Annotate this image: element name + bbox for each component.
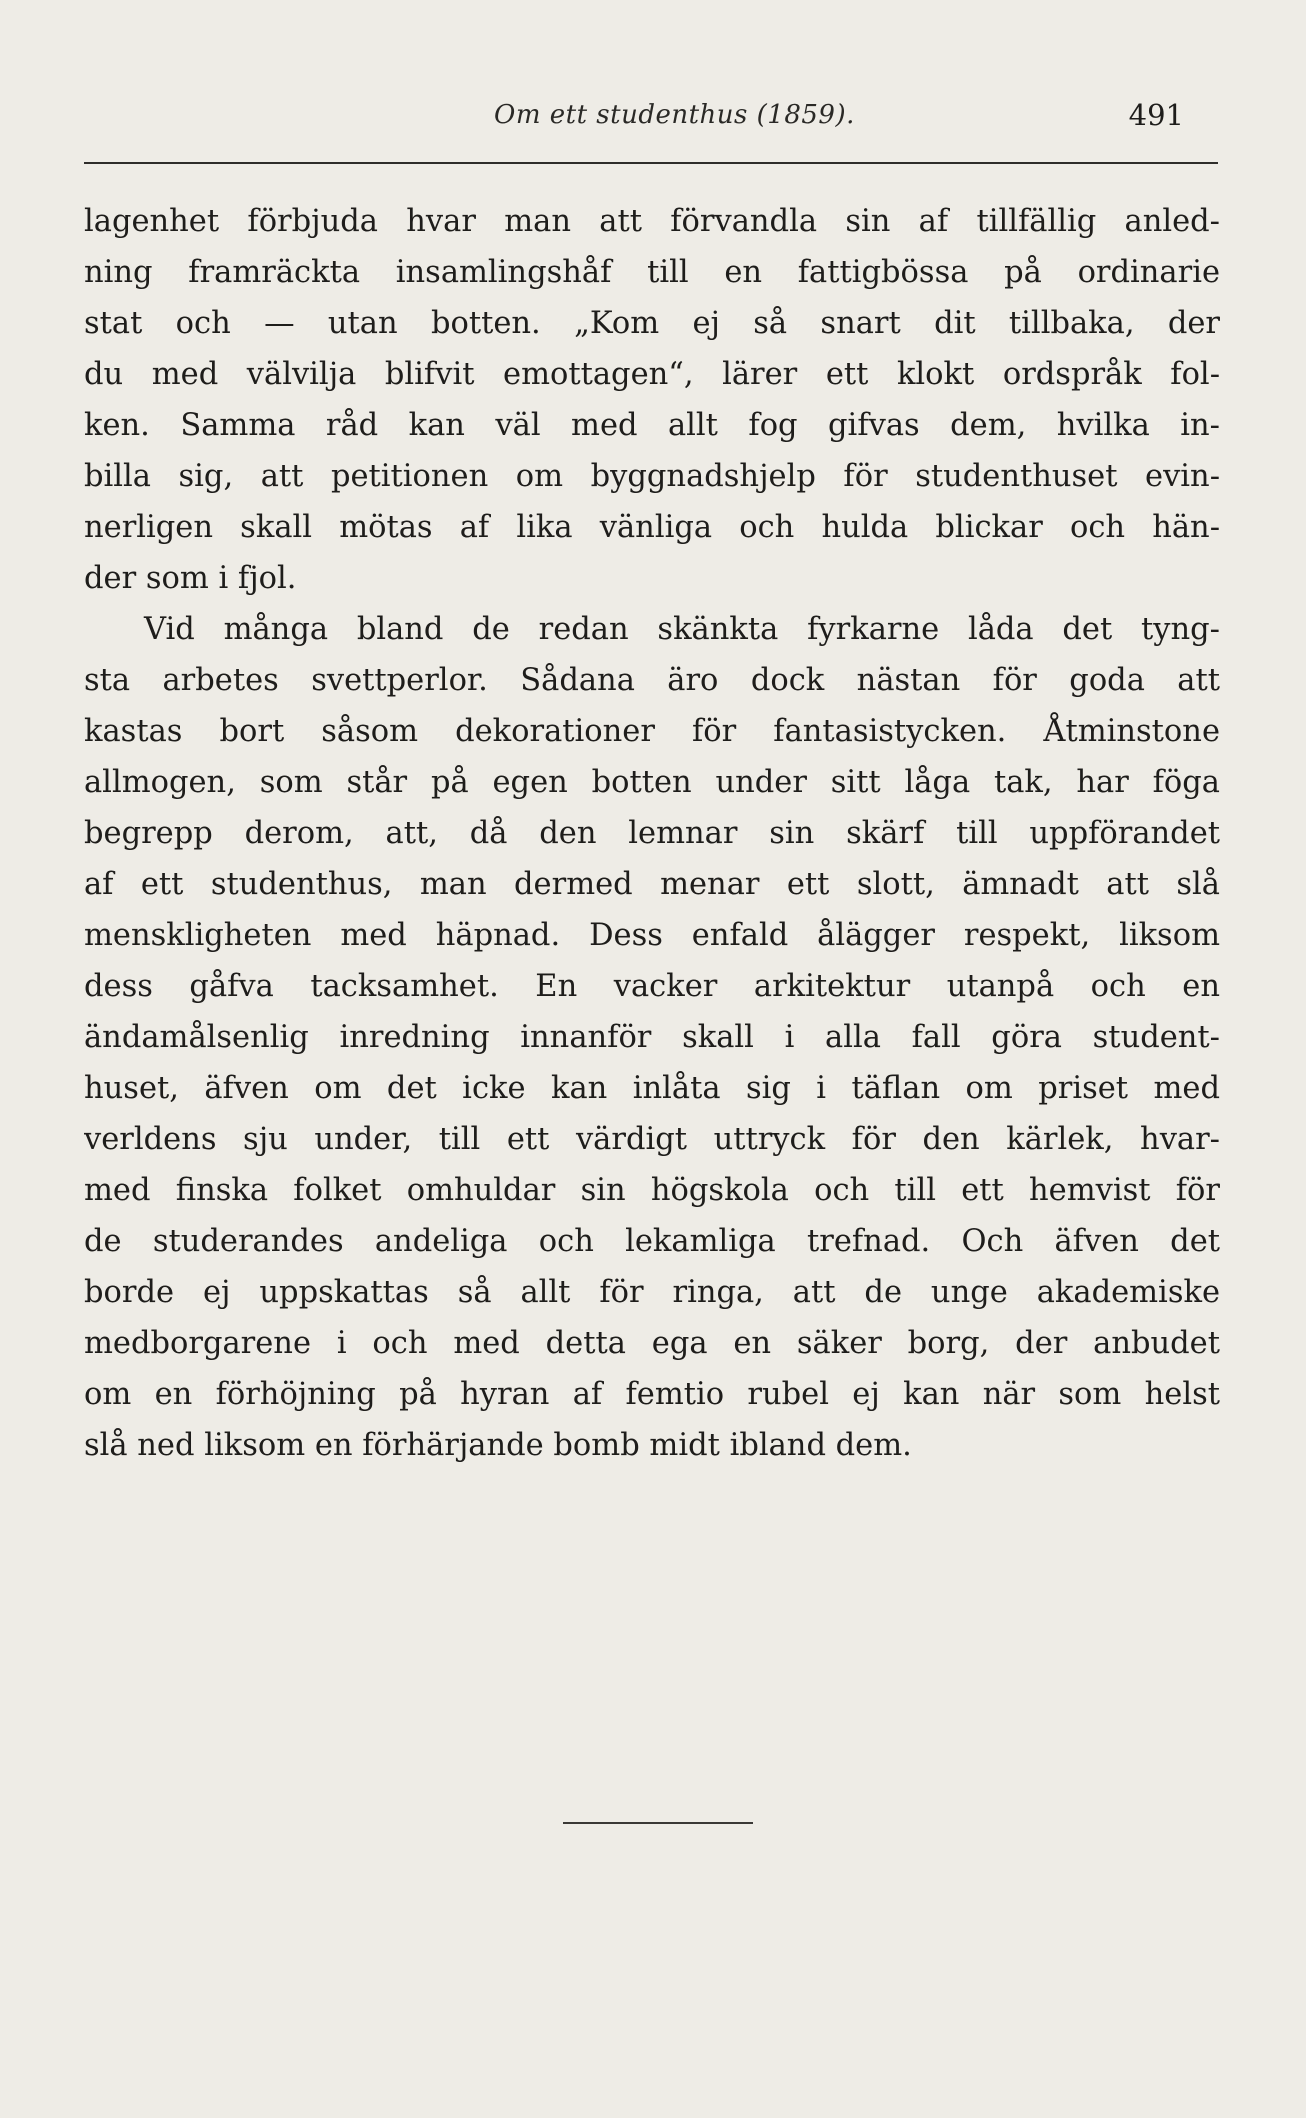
header-rule <box>84 162 1218 164</box>
text-line: ändamålsenlig inredning innanför skall i alla fall göra student- <box>84 1020 1220 1055</box>
text-line: af ett studenthus, man dermed menar ett slott, ämnadt att slå <box>84 867 1220 902</box>
text-line: ken. Samma råd kan väl med allt fog gifvas dem, hvilka in- <box>84 408 1220 443</box>
text-line: menskligheten med häpnad. Dess enfald ålägger respekt, liksom <box>84 918 1220 953</box>
text-line: medborgarene i och med detta ega en säker borg, der anbudet <box>84 1326 1220 1361</box>
text-line: allmogen, som står på egen botten under sitt låga tak, har föga <box>84 765 1220 800</box>
text-line: begrepp derom, att, då den lemnar sin skärf till uppförandet <box>84 816 1220 851</box>
section-divider <box>563 1822 753 1824</box>
text-line: der som i fjol. <box>84 561 297 596</box>
body-text <box>84 196 1220 1471</box>
text-line: de studerandes andeliga och lekamliga trefnad. Och äfven det <box>84 1224 1220 1259</box>
text-line: verldens sju under, till ett värdigt uttryck för den kärlek, hvar- <box>84 1122 1220 1157</box>
text-line: huset, äfven om det icke kan inlåta sig i täflan om priset med <box>84 1071 1220 1106</box>
text-line: med finska folket omhuldar sin högskola och till ett hemvist för <box>84 1173 1220 1208</box>
text-line: om en förhöjning på hyran af femtio rubel ej kan när som helst <box>84 1377 1220 1412</box>
text-line: dess gåfva tacksamhet. En vacker arkitektur utanpå och en <box>84 969 1220 1004</box>
text-line: billa sig, att petitionen om byggnadshjelp för studenthuset evin- <box>84 459 1220 494</box>
text-line: nerligen skall mötas af lika vänliga och hulda blickar och hän- <box>84 510 1220 545</box>
text-line: kastas bort såsom dekorationer för fantasistycken. Åtminstone <box>84 714 1220 749</box>
text-line: Vid många bland de redan skänkta fyrkarne låda det tyng- <box>144 612 1220 647</box>
text-line: slå ned liksom en förhärjande bomb midt ibland dem. <box>84 1428 912 1463</box>
page-number: 491 <box>1128 98 1184 132</box>
text-line: ning framräckta insamlingshåf till en fattigbössa på ordinarie <box>84 255 1220 290</box>
text-line: lagenhet förbjuda hvar man att förvandla sin af tillfällig anled- <box>84 204 1220 239</box>
paragraph-1 <box>84 196 1220 604</box>
running-head <box>84 100 1224 144</box>
running-title: Om ett studenthus (1859). <box>494 100 855 130</box>
text-line: du med välvilja blifvit emottagen“, lärer ett klokt ordspråk fol- <box>84 357 1220 392</box>
text-line: sta arbetes svettperlor. Sådana äro dock nästan för goda att <box>84 663 1220 698</box>
text-line: stat och — utan botten. „Kom ej så snart dit tillbaka, der <box>84 306 1220 341</box>
paragraph-2 <box>84 604 1220 1471</box>
text-line: borde ej uppskattas så allt för ringa, att de unge akademiske <box>84 1275 1220 1310</box>
